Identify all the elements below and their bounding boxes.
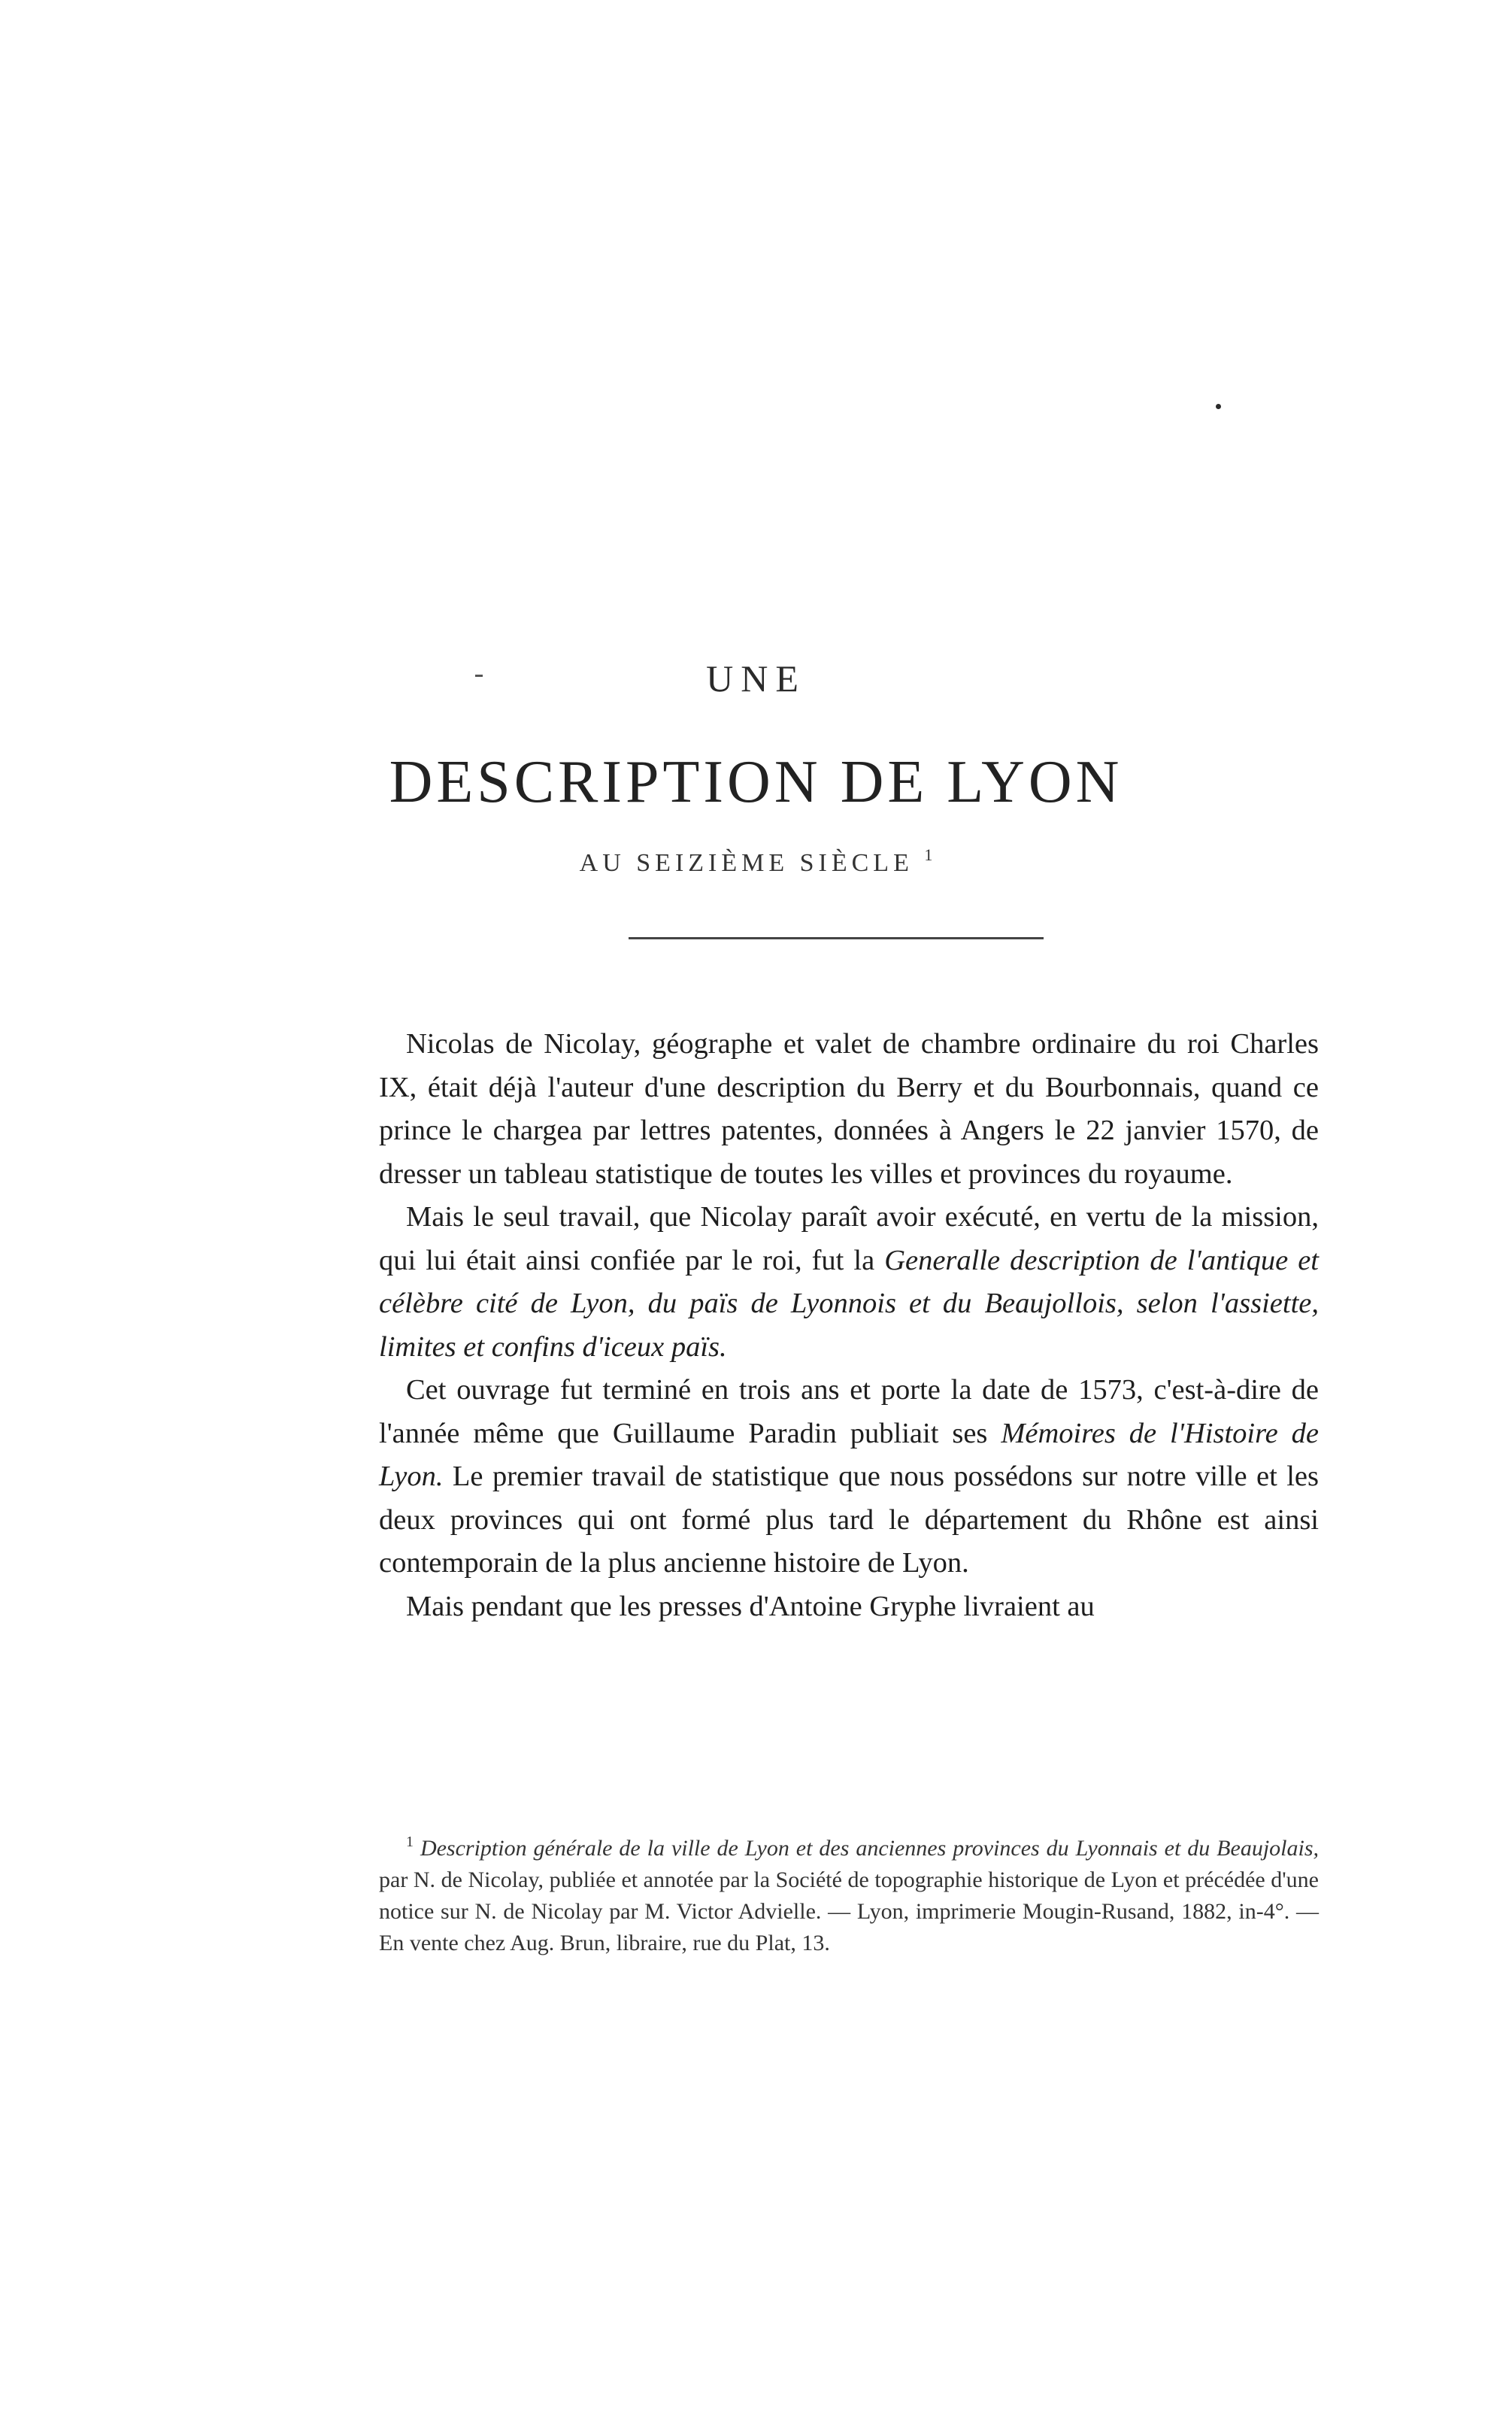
page-title: DESCRIPTION DE LYON [389, 749, 1123, 815]
paragraph [379, 1196, 1319, 1369]
paragraph-text: Le premier travail de statistique que nous possédons sur notre ville et les deux provinces qui ont formé plus tard le département du Rhône est ainsi contemporain de la plus ancienne histoire de Lyon. [379, 1461, 1319, 1579]
section-divider [629, 937, 1044, 939]
footnote-text: par N. de Nicolay, publiée et annotée par la Société de topographie historique de Lyon et précédée d'une notice sur N. de Nicolay par M. Victor Advielle. — Lyon, imprimerie Mougin-Rusand, 1882, in-4°. — En vente chez Aug. Brun, libraire, rue du Plat, 13. [379, 1867, 1319, 1955]
footnote-reference[interactable]: 1 [924, 845, 933, 864]
italic-title: Mémoires de l'Histoire de Lyon. [379, 1417, 1319, 1492]
paragraph-text: Mais le seul travail, que Nicolay paraît avoir exécuté, en vertu de la mission, qui lui était ainsi confiée par le roi, fut la [379, 1201, 1319, 1276]
italic-title: Generalle description de l'antique et célèbre cité de Lyon, du païs de Lyonnois et du Beaujollois, selon l'assiette, limites et confins d'iceux païs. [379, 1244, 1319, 1363]
article-body [379, 1023, 1319, 1628]
footnote-italic-title: Description générale de la ville de Lyon et des anciennes provinces du Lyonnais et du Beaujolais, [420, 1836, 1320, 1861]
footnote-marker: 1 [406, 1834, 414, 1850]
subtitle-text: AU SEIZIÈME SIÈCLE [579, 849, 914, 877]
footnote [379, 1833, 1319, 1959]
ink-speck [1216, 404, 1221, 409]
subtitle [0, 847, 1512, 880]
paragraph [379, 1369, 1319, 1585]
paragraph: Nicolas de Nicolay, géographe et valet de chambre ordinaire du roi Charles IX, était déjà l'auteur d'une description du Berry et du Bourbonnais, quand ce prince le chargea par lettres patentes, données à Angers le 22 janvier 1570, de dresser un tableau statistique de toutes les villes et provinces du royaume. [379, 1028, 1319, 1190]
paragraph-text: Cet ouvrage fut terminé en trois ans et porte la date de 1573, c'est-à-dire de l'année même que Guillaume Paradin publiait ses [379, 1374, 1319, 1449]
kicker-heading: UNE [706, 657, 806, 699]
paragraph: Mais pendant que les presses d'Antoine Gryphe livraient au [406, 1590, 1095, 1622]
